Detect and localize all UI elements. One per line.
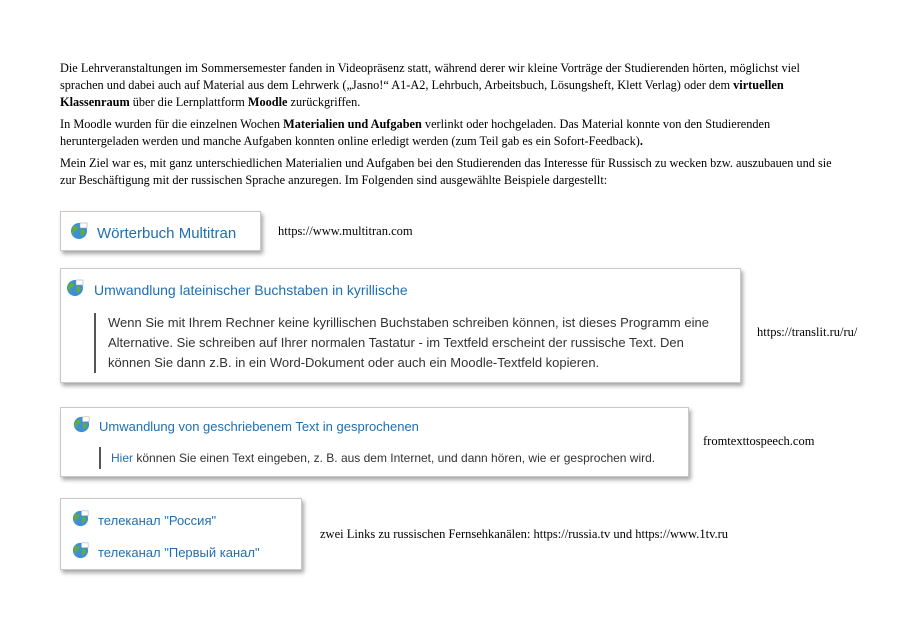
translit-card [60, 268, 741, 383]
tv-link-perviy[interactable] [71, 541, 260, 563]
tts-description [99, 447, 691, 469]
globe-icon [71, 541, 90, 563]
paragraph-text: über die Lernplattform [129, 95, 248, 109]
paragraph-text: In Moodle wurden für die einzelnen Wochen [60, 117, 284, 131]
tts-hier-link[interactable]: Hier [111, 451, 134, 465]
tts-description-text: können Sie einen Text eingeben, z. B. aus dem Internet, und dann hören, wie er gesprochen wird. [133, 451, 656, 465]
globe-icon [72, 415, 91, 437]
globe-icon [69, 221, 89, 245]
multitran-link-label[interactable]: Wörterbuch Multitran [97, 224, 237, 242]
intro-paragraph-1 [60, 60, 845, 111]
translit-link[interactable] [65, 278, 408, 301]
intro-paragraph-3: Mein Ziel war es, mit ganz unterschiedlichen Materialien und Aufgaben bei den Studierenden das Interesse für Russisch zu wecken bzw. auszubauen und sie zur Beschäftigung mit der russischen Sprache anzuregen. Im Folgenden sind ausgewählte Beispiele dargestellt: [60, 156, 832, 187]
translit-description: Wenn Sie mit Ihrem Rechner keine kyrillischen Buchstaben schreiben können, ist dieses Programm eine Alternative. Sie schreiben auf Ihrer normalen Tastatur - im Textfeld erscheint der russische Text. Den können Sie dann z.B. in ein Word-Dokument oder auch ein Moodle-Textfeld kopieren. [94, 313, 728, 373]
tts-link[interactable] [72, 415, 419, 437]
tv-link-russia-label[interactable]: телеканал "Россия" [98, 512, 217, 528]
bold-term: virtuellen Klassenraum [60, 78, 784, 109]
tv-card [60, 498, 302, 570]
intro-paragraph-2 [60, 116, 845, 150]
bold-term: . [639, 134, 643, 148]
globe-icon [65, 278, 85, 301]
tts-url: fromtexttospeech.com [703, 434, 815, 448]
multitran-url: https://www.multitran.com [278, 224, 413, 238]
translit-link-label[interactable]: Umwandlung lateinischer Buchstaben in kyrillische [94, 281, 408, 298]
tv-link-perviy-label[interactable]: телеканал "Первый канал" [98, 544, 260, 560]
translit-url: https://translit.ru/ru/ [757, 325, 858, 339]
tts-card [60, 407, 689, 477]
globe-icon [71, 509, 90, 531]
tv-link-russia[interactable] [71, 509, 216, 531]
tts-link-label[interactable]: Umwandlung von geschriebenem Text in gesprochenen [99, 418, 419, 434]
paragraph-text: verlinkt oder hochgeladen. Das Material konnte von den Studierenden heruntergeladen werden und manche Aufgaben konnten online erledigt werden (zum Teil gab es ein Sofort-Feedback) [60, 117, 771, 148]
bold-term: Materialien und Aufgaben [283, 117, 422, 131]
paragraph-text: Die Lehrveranstaltungen im Sommersemester fanden in Videopräsenz statt, während derer wir kleine Vorträge der Studierenden hörten, möglichst viel sprachen und dabei auch auf Material aus dem Lehrwerk („Jasno!“ A1-A2, Lehrbuch, Arbeitsbuch, Lösungsheft, Klett Verlag) oder dem [60, 61, 800, 92]
bold-term: Moodle [247, 95, 288, 109]
tv-note: zwei Links zu russischen Fernsehkanälen: https://russia.tv und https://www.1tv.ru [320, 527, 729, 541]
paragraph-text: zurückgriffen. [287, 95, 361, 109]
multitran-card [60, 211, 261, 251]
multitran-link[interactable] [69, 221, 236, 245]
